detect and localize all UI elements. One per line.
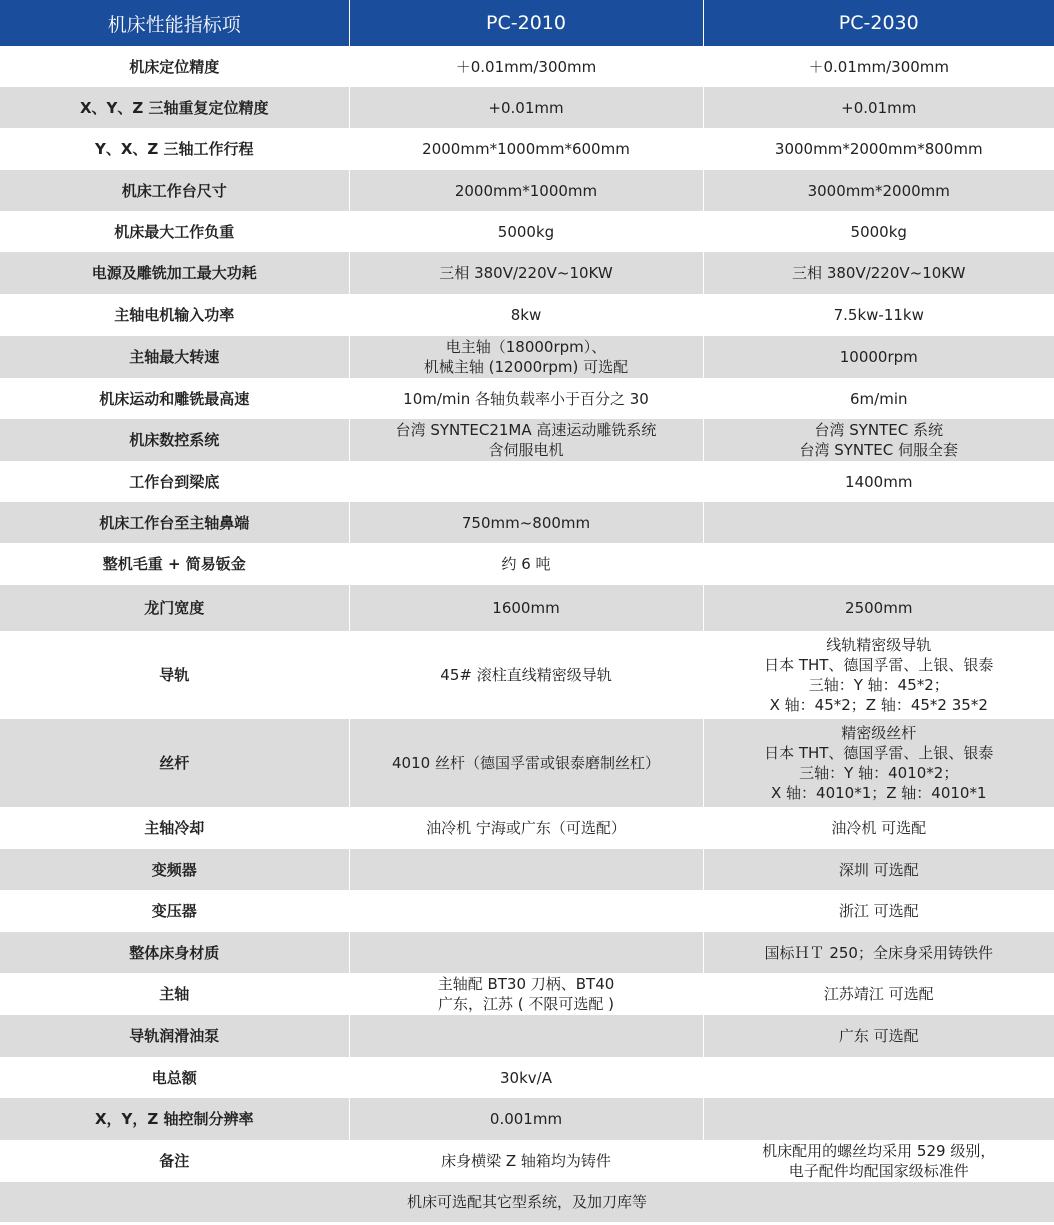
row-label: 备注 — [0, 1140, 349, 1182]
model-a-value: 床身横梁 Z 轴箱均为铸件 — [349, 1140, 703, 1182]
model-b-value: 广东 可选配 — [703, 1015, 1054, 1057]
row-label: 机床定位精度 — [0, 46, 349, 87]
row-label: 主轴 — [0, 973, 349, 1015]
model-b-value: 浙江 可选配 — [703, 890, 1054, 932]
row-label: 导轨 — [0, 631, 349, 719]
row-label: Y、X、Z 三轴工作行程 — [0, 128, 349, 170]
model-a-value — [349, 932, 703, 973]
model-a-value: 约 6 吨 — [349, 543, 703, 585]
table-row — [0, 170, 1054, 211]
model-a-value: 油冷机 宁海或广东（可选配） — [349, 807, 703, 849]
model-a-value: 30kv/A — [349, 1057, 703, 1098]
row-label: 整体床身材质 — [0, 932, 349, 973]
row-label: 龙门宽度 — [0, 585, 349, 631]
model-b-value: 三相 380V/220V~10KW — [703, 252, 1054, 294]
model-a-value: 1600mm — [349, 585, 703, 631]
model-b-value: +0.01mm — [703, 87, 1054, 128]
table-row — [0, 502, 1054, 543]
model-b-value: 3000mm*2000mm — [703, 170, 1054, 211]
table-row — [0, 849, 1054, 890]
table-row — [0, 1098, 1054, 1140]
model-b-value: 国标ＨＴ 250；全床身采用铸铁件 — [703, 932, 1054, 973]
model-a-value: 台湾 SYNTEC21MA 高速运动雕铣系统 含伺服电机 — [349, 419, 703, 461]
model-a-value: 2000mm*1000mm — [349, 170, 703, 211]
table-row — [0, 807, 1054, 849]
row-label: 导轨润滑油泵 — [0, 1015, 349, 1057]
model-b-value: 江苏靖江 可选配 — [703, 973, 1054, 1015]
model-a-value: 45# 滚柱直线精密级导轨 — [349, 631, 703, 719]
model-b-value — [703, 1098, 1054, 1140]
row-label: X，Y，Z 轴控制分辨率 — [0, 1098, 349, 1140]
model-a-value — [349, 461, 703, 502]
row-label: 变频器 — [0, 849, 349, 890]
table-row — [0, 890, 1054, 932]
model-b-value — [703, 1057, 1054, 1098]
model-b-value: 深圳 可选配 — [703, 849, 1054, 890]
table-row — [0, 46, 1054, 87]
model-a-value: 0.001mm — [349, 1098, 703, 1140]
row-label: 主轴冷却 — [0, 807, 349, 849]
table-row — [0, 87, 1054, 128]
table-row — [0, 336, 1054, 378]
row-label: 机床最大工作负重 — [0, 211, 349, 252]
table-row — [0, 1057, 1054, 1098]
header-feature: 机床性能指标项 — [0, 0, 349, 46]
row-label: 电源及雕铣加工最大功耗 — [0, 252, 349, 294]
model-b-value: 3000mm*2000mm*800mm — [703, 128, 1054, 170]
model-b-value: 机床配用的螺丝均采用 529 级别， 电子配件均配国家级标准件 — [703, 1140, 1054, 1182]
model-a-value: 8kw — [349, 294, 703, 336]
model-a-value: 5000kg — [349, 211, 703, 252]
model-b-value: 线轨精密级导轨 日本 THT、德国孚雷、上银、银泰 三轴：Y 轴：45*2； X 轴：45*2；Z 轴：45*2 35*2 — [703, 631, 1054, 719]
model-b-value: 油冷机 可选配 — [703, 807, 1054, 849]
spec-body — [0, 46, 1054, 1222]
header-row — [0, 0, 1054, 46]
model-a-value: ＋0.01mm/300mm — [349, 46, 703, 87]
table-row — [0, 973, 1054, 1015]
row-label: 变压器 — [0, 890, 349, 932]
row-label: 机床工作台至主轴鼻端 — [0, 502, 349, 543]
footer-row — [0, 1182, 1054, 1222]
table-row — [0, 543, 1054, 585]
model-b-value: 5000kg — [703, 211, 1054, 252]
model-b-value: 10000rpm — [703, 336, 1054, 378]
row-label: 机床数控系统 — [0, 419, 349, 461]
model-b-value: 7.5kw-11kw — [703, 294, 1054, 336]
model-a-value: 750mm~800mm — [349, 502, 703, 543]
header-model-b: PC-2030 — [703, 0, 1054, 46]
row-label: 机床运动和雕铣最高速 — [0, 378, 349, 419]
table-row — [0, 128, 1054, 170]
model-a-value: 电主轴（18000rpm）、 机械主轴 (12000rpm) 可选配 — [349, 336, 703, 378]
row-label: 丝杆 — [0, 719, 349, 807]
model-a-value — [349, 1015, 703, 1057]
model-b-value: 1400mm — [703, 461, 1054, 502]
row-label: 整机毛重 + 简易钣金 — [0, 543, 349, 585]
row-label: 机床工作台尺寸 — [0, 170, 349, 211]
row-label: 主轴电机输入功率 — [0, 294, 349, 336]
model-b-value — [703, 543, 1054, 585]
table-row — [0, 211, 1054, 252]
table-row — [0, 294, 1054, 336]
row-label: X、Y、Z 三轴重复定位精度 — [0, 87, 349, 128]
row-label: 主轴最大转速 — [0, 336, 349, 378]
header-model-a: PC-2010 — [349, 0, 703, 46]
table-row — [0, 378, 1054, 419]
model-a-value: 10m/min 各轴负载率小于百分之 30 — [349, 378, 703, 419]
model-a-value: 4010 丝杆（德国孚雷或银泰磨制丝杠） — [349, 719, 703, 807]
table-row — [0, 252, 1054, 294]
row-label: 工作台到梁底 — [0, 461, 349, 502]
table-row — [0, 1015, 1054, 1057]
model-a-value — [349, 890, 703, 932]
table-row — [0, 932, 1054, 973]
footer-note: 机床可选配其它型系统，及加刀库等 — [0, 1182, 1054, 1222]
table-row — [0, 419, 1054, 461]
model-b-value: 6m/min — [703, 378, 1054, 419]
model-a-value — [349, 849, 703, 890]
table-row — [0, 719, 1054, 807]
model-a-value: 主轴配 BT30 刀柄、BT40 广东，江苏 ( 不限可选配 ) — [349, 973, 703, 1015]
model-a-value: 三相 380V/220V~10KW — [349, 252, 703, 294]
model-b-value: 精密级丝杆 日本 THT、德国孚雷、上银、银泰 三轴：Y 轴：4010*2； X 轴：4010*1；Z 轴：4010*1 — [703, 719, 1054, 807]
model-a-value: 2000mm*1000mm*600mm — [349, 128, 703, 170]
table-row — [0, 585, 1054, 631]
model-b-value — [703, 502, 1054, 543]
model-a-value: +0.01mm — [349, 87, 703, 128]
table-row — [0, 631, 1054, 719]
model-b-value: ＋0.01mm/300mm — [703, 46, 1054, 87]
table-row — [0, 1140, 1054, 1182]
row-label: 电总额 — [0, 1057, 349, 1098]
model-b-value: 台湾 SYNTEC 系统 台湾 SYNTEC 伺服全套 — [703, 419, 1054, 461]
table-row — [0, 461, 1054, 502]
model-b-value: 2500mm — [703, 585, 1054, 631]
